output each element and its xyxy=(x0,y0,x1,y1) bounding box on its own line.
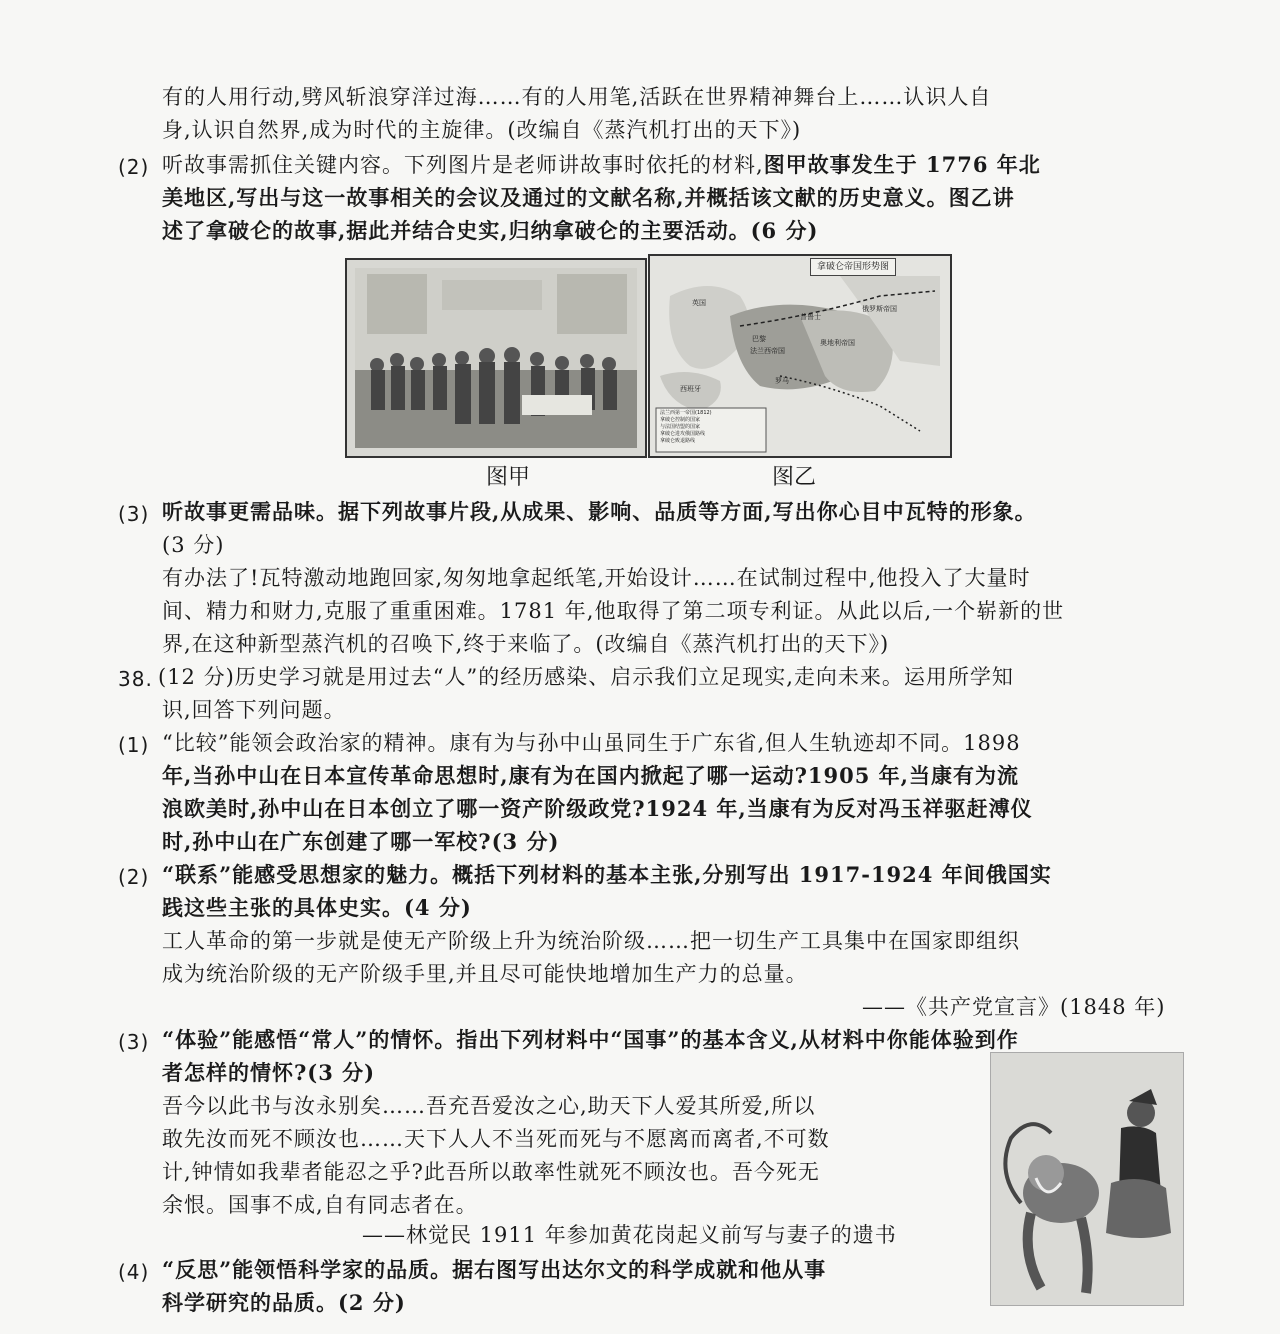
material-line: 余恨。国事不成,自有同志者在。 xyxy=(162,1193,478,1217)
material-line: 计,钟情如我辈者能忍之乎?此吾所以敢率性就死不顾汝也。吾今死无 xyxy=(162,1160,820,1184)
map-label-prussia: 普鲁士 xyxy=(800,313,821,321)
material-line: 成为统治阶级的无产阶级手里,并且尽可能快地增加生产力的总量。 xyxy=(162,962,808,986)
question-text: 识,回答下列问题。 xyxy=(162,698,346,722)
question-text: (12 分)历史学习就是用过去“人”的经历感染、启示我们立足现实,走向未来。运用所学知 xyxy=(158,665,1014,689)
question-text: 时,孙中山在广东创建了哪一军校?(3 分) xyxy=(162,829,560,854)
map-label-paris: 巴黎 xyxy=(752,335,766,343)
question-number: (1) xyxy=(118,733,150,757)
material-line: 有办法了!瓦特激动地跑回家,匆匆地拿起纸笔,开始设计……在试制过程中,他投入了大量时 xyxy=(162,566,1031,590)
question-text xyxy=(162,150,1041,180)
map-label-russia: 俄罗斯帝国 xyxy=(862,305,897,313)
question-text: 科学研究的品质。(2 分) xyxy=(162,1290,406,1315)
material-line: 工人革命的第一步就是使无产阶级上升为统治阶级……把一切生产工具集中在国家即组织 xyxy=(162,929,1020,953)
legend-item: 拿破仑败退路线 xyxy=(660,438,696,444)
darwin-caricature-figure xyxy=(990,1052,1184,1306)
question-text-part: 听故事需抓住关键内容。下列图片是老师讲故事时依托的材料, xyxy=(162,153,764,177)
question-number: (3) xyxy=(118,502,150,526)
question-text: 听故事更需品味。据下列故事片段,从成果、影响、品质等方面,写出你心目中瓦特的形象。 xyxy=(162,499,1037,524)
question-text: “体验”能感悟“常人”的情怀。指出下列材料中“国事”的基本含义,从材料中你能体验到作 xyxy=(162,1027,1019,1052)
question-text: “比较”能领会政治家的精神。康有为与孙中山虽同生于广东省,但人生轨迹却不同。1898 xyxy=(162,731,1021,755)
figure-jia-caption: 图甲 xyxy=(486,465,531,490)
question-number: (3) xyxy=(118,1030,150,1054)
material-line: 有的人用行动,劈风斩浪穿洋过海……有的人用笔,活跃在世界精神舞台上……认识人自 xyxy=(162,85,992,109)
map-label-austria: 奥地利帝国 xyxy=(820,339,855,347)
material-line: 身,认识自然界,成为时代的主旋律。(改编自《蒸汽机打出的天下》) xyxy=(162,118,802,142)
question-number: 38. xyxy=(118,667,153,691)
legend-item: 拿破仑进攻俄国路线 xyxy=(660,431,706,437)
map-legend xyxy=(660,410,712,445)
figure-yi-map xyxy=(648,254,952,458)
legend-item: 与法国结盟的国家 xyxy=(660,424,701,430)
question-text: 述了拿破仑的故事,据此并结合史实,归纳拿破仑的主要活动。(6 分) xyxy=(162,218,819,243)
question-text: “反思”能领悟科学家的品质。据右图写出达尔文的科学成就和他从事 xyxy=(162,1257,827,1282)
question-number: (4) xyxy=(118,1260,150,1284)
question-text: 年,当孙中山在日本宣传革命思想时,康有为在国内掀起了哪一运动?1905 年,当康有为流 xyxy=(162,763,1019,788)
map-label-france: 法兰西帝国 xyxy=(750,347,785,355)
material-source: ——《共产党宣言》(1848 年) xyxy=(862,995,1166,1019)
material-line: 吾今以此书与汝永别矣……吾充吾爱汝之心,助天下人爱其所爱,所以 xyxy=(162,1094,816,1118)
map-title: 拿破仑帝国形势图 xyxy=(810,258,896,276)
question-number: (2) xyxy=(118,155,150,179)
map-label-spain: 西班牙 xyxy=(680,385,701,393)
material-line: 界,在这种新型蒸汽机的召唤下,终于来临了。(改编自《蒸汽机打出的天下》) xyxy=(162,632,890,656)
figure-yi-caption: 图乙 xyxy=(772,465,817,490)
material-source: ——林觉民 1911 年参加黄花岗起义前写与妻子的遗书 xyxy=(362,1223,897,1247)
legend-item: 法兰西第一帝国(1812) xyxy=(660,410,712,416)
question-text: “联系”能感受思想家的魅力。概括下列材料的基本主张,分别写出 1917-1924 年间俄国实 xyxy=(162,862,1052,887)
painting-illustration xyxy=(347,260,645,456)
material-line: 敢先汝而死不顾汝也……天下人人不当死而死与不愿离而离者,不可数 xyxy=(162,1127,830,1151)
question-text: 践这些主张的具体史实。(4 分) xyxy=(162,895,472,920)
question-text: 美地区,写出与这一故事相关的会议及通过的文献名称,并概括该文献的历史意义。图乙讲 xyxy=(162,185,1015,210)
legend-item: 拿破仑控制的国家 xyxy=(660,417,701,423)
figure-jia-painting xyxy=(345,258,647,458)
darwin-caricature-illustration xyxy=(991,1053,1183,1305)
material-line: 间、精力和财力,克服了重重困难。1781 年,他取得了第二项专利证。从此以后,一个崭新的世 xyxy=(162,599,1065,623)
map-label-rome: 罗马 xyxy=(775,377,789,385)
map-label-england: 英国 xyxy=(692,299,706,307)
question-text-part: 图甲故事发生于 1776 年北 xyxy=(763,152,1041,177)
question-number: (2) xyxy=(118,865,150,889)
question-score: (3 分) xyxy=(162,533,225,557)
question-text: 浪欧美时,孙中山在日本创立了哪一资产阶级政党?1924 年,当康有为反对冯玉祥驱赶溥仪 xyxy=(162,796,1033,821)
question-text: 者怎样的情怀?(3 分) xyxy=(162,1060,376,1085)
